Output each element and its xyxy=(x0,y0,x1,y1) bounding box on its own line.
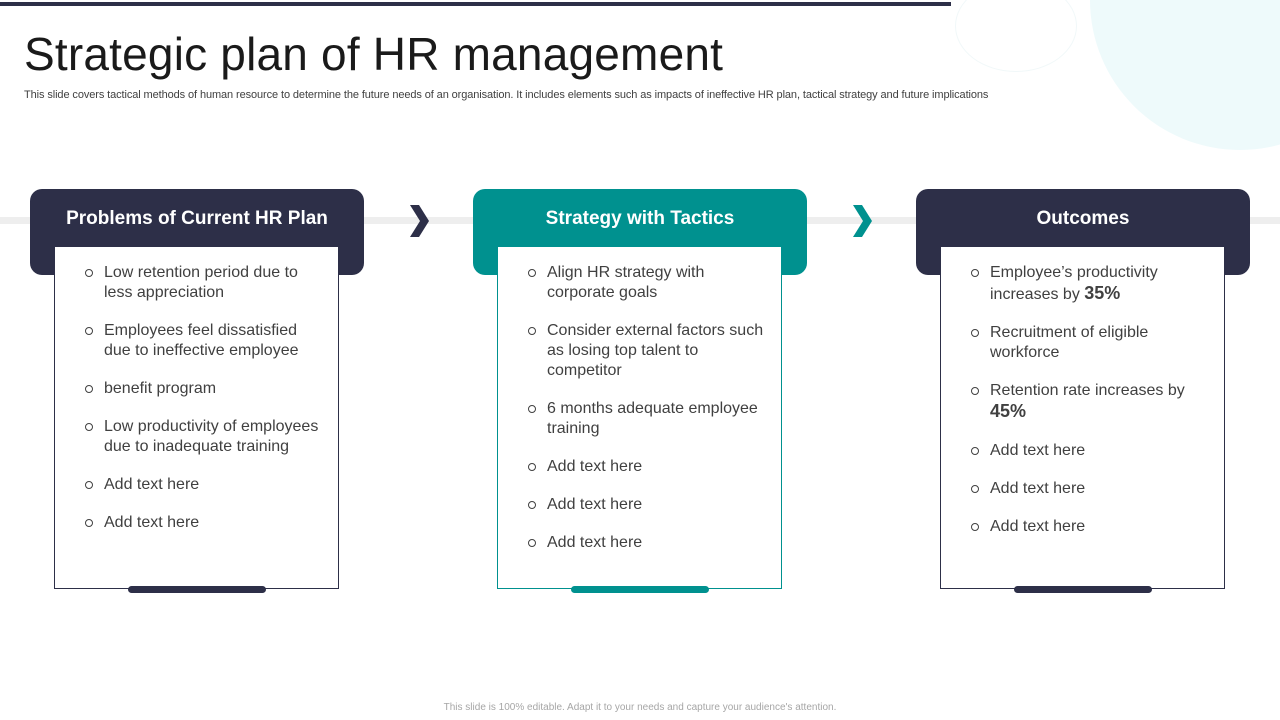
list-item xyxy=(85,263,325,303)
list-item xyxy=(85,417,325,457)
list-item xyxy=(85,513,325,533)
list-item-text: Recruitment of eligible workforce xyxy=(990,324,1149,361)
list-item-text: Add text here xyxy=(990,518,1086,535)
card-footer-bar xyxy=(128,586,266,593)
list-item-text: Low retention period due to less appreciation xyxy=(104,264,298,301)
list-item xyxy=(971,263,1211,305)
list-item-text: benefit program xyxy=(104,380,217,397)
list-item xyxy=(528,495,768,515)
list-item-text: Align HR strategy with corporate goals xyxy=(547,264,705,301)
bullet-list xyxy=(528,263,768,571)
list-item xyxy=(528,533,768,553)
list-item-text: Add text here xyxy=(990,480,1086,497)
hollow-circle-bullet-icon xyxy=(971,329,979,337)
list-item-text: Add text here xyxy=(104,514,200,531)
list-item xyxy=(528,399,768,439)
hollow-circle-bullet-icon xyxy=(971,523,979,531)
bullet-list xyxy=(85,263,325,551)
decorative-ring xyxy=(955,0,1077,72)
hollow-circle-bullet-icon xyxy=(528,269,536,277)
bullet-list xyxy=(971,263,1211,555)
hollow-circle-bullet-icon xyxy=(528,501,536,509)
list-item-text: Add text here xyxy=(104,476,200,493)
card-body xyxy=(54,246,339,589)
card-heading: Outcomes xyxy=(1036,208,1130,229)
hollow-circle-bullet-icon xyxy=(85,269,93,277)
card-body xyxy=(497,246,782,589)
hollow-circle-bullet-icon xyxy=(528,327,536,335)
hollow-circle-bullet-icon xyxy=(85,385,93,393)
list-item-text: Employee’s productivity increases by xyxy=(990,264,1158,303)
list-item xyxy=(971,323,1211,363)
card-heading: Problems of Current HR Plan xyxy=(66,208,328,229)
hollow-circle-bullet-icon xyxy=(971,447,979,455)
list-item-text: Add text here xyxy=(990,442,1086,459)
highlight-value: 45% xyxy=(990,401,1027,421)
footer-note: This slide is 100% editable. Adapt it to your needs and capture your audience's attention. xyxy=(443,702,837,713)
card-heading: Strategy with Tactics xyxy=(545,208,735,229)
chevron-right-icon xyxy=(406,203,432,239)
card-footer-bar xyxy=(1014,586,1152,593)
hollow-circle-bullet-icon xyxy=(85,327,93,335)
list-item xyxy=(528,321,768,381)
list-item-text: Add text here xyxy=(547,534,643,551)
hollow-circle-bullet-icon xyxy=(85,519,93,527)
hollow-circle-bullet-icon xyxy=(971,485,979,493)
slide-title: Strategic plan of HR management xyxy=(24,28,724,80)
list-item-text: Add text here xyxy=(547,496,643,513)
list-item xyxy=(971,517,1211,537)
decorative-circle xyxy=(1090,0,1280,150)
list-item-text: 6 months adequate employee training xyxy=(547,400,758,437)
card-body xyxy=(940,246,1225,589)
list-item-text: Retention rate increases by xyxy=(990,382,1185,399)
list-item xyxy=(971,441,1211,461)
hollow-circle-bullet-icon xyxy=(528,539,536,547)
hollow-circle-bullet-icon xyxy=(971,269,979,277)
list-item-text: Add text here xyxy=(547,458,643,475)
card-footer-bar xyxy=(571,586,709,593)
highlight-value: 35% xyxy=(1084,283,1121,303)
list-item-text: Low productivity of employees due to inadequate training xyxy=(104,418,319,455)
list-item xyxy=(528,457,768,477)
chevron-right-icon xyxy=(849,203,875,239)
list-item xyxy=(85,321,325,361)
list-item-text: Consider external factors such as losing top talent to competitor xyxy=(547,322,764,379)
slide-subtitle: This slide covers tactical methods of human resource to determine the future needs of an organisation. It includes elements such as impacts of ineffective HR plan, tactical strategy and future implications xyxy=(24,89,989,101)
list-item xyxy=(971,381,1211,423)
hollow-circle-bullet-icon xyxy=(971,387,979,395)
list-item xyxy=(85,379,325,399)
list-item xyxy=(85,475,325,495)
hollow-circle-bullet-icon xyxy=(85,423,93,431)
hollow-circle-bullet-icon xyxy=(85,481,93,489)
list-item xyxy=(528,263,768,303)
hollow-circle-bullet-icon xyxy=(528,405,536,413)
card-problems xyxy=(30,189,364,594)
list-item xyxy=(971,479,1211,499)
list-item-text: Employees feel dissatisfied due to ineffective employee xyxy=(104,322,299,359)
card-outcomes xyxy=(916,189,1250,594)
top-accent-bar xyxy=(0,2,951,6)
hollow-circle-bullet-icon xyxy=(528,463,536,471)
card-strategy xyxy=(473,189,807,594)
